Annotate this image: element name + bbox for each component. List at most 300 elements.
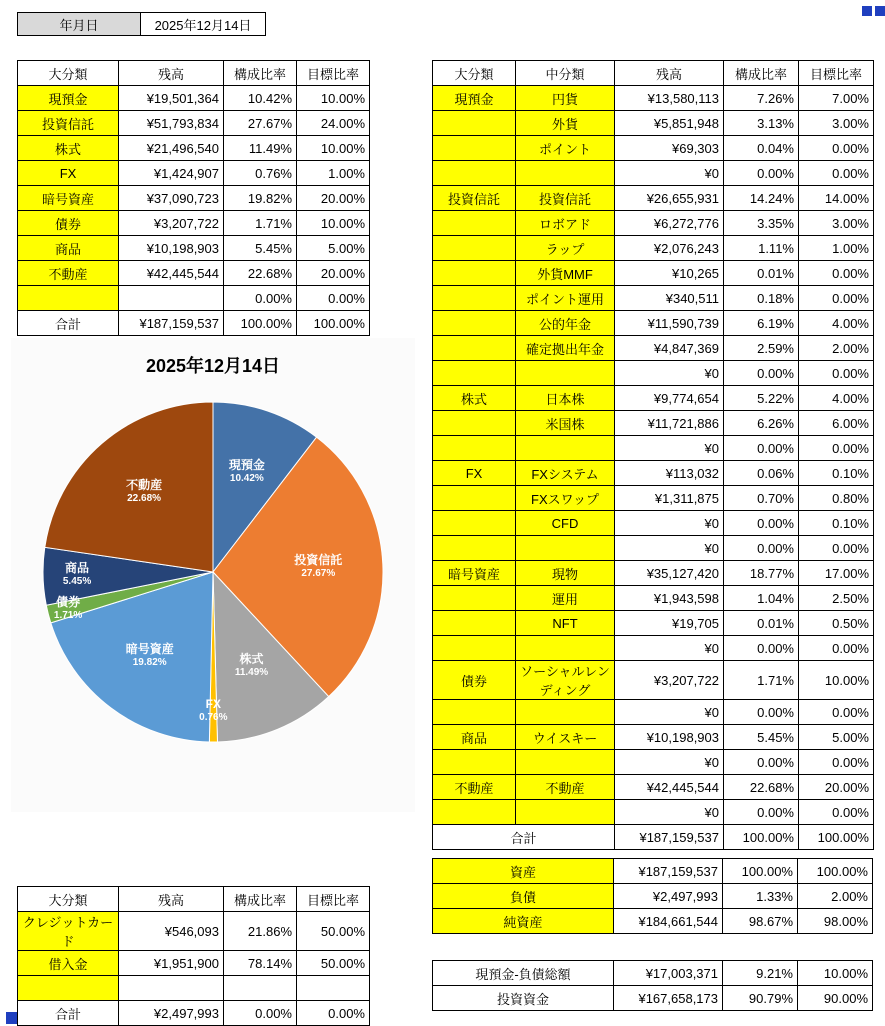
total-ratio: 100.00% bbox=[724, 825, 799, 850]
table-row bbox=[18, 136, 370, 161]
detail-balance: ¥11,590,739 bbox=[615, 311, 724, 336]
category-target: 10.00% bbox=[297, 211, 370, 236]
liability-target: 50.00% bbox=[297, 912, 370, 951]
major-category-name bbox=[433, 700, 516, 725]
liability-ratio bbox=[224, 976, 297, 1001]
pie-slice-name: 投資信託 bbox=[294, 553, 343, 568]
pie-slice-value: 1.71% bbox=[53, 610, 83, 622]
table-row bbox=[433, 486, 874, 511]
detail-target: 5.00% bbox=[799, 725, 874, 750]
blue-marker-top-right-1 bbox=[862, 6, 872, 16]
category-target: 10.00% bbox=[297, 136, 370, 161]
col-header-major: 大分類 bbox=[18, 887, 119, 912]
col-header-ratio: 構成比率 bbox=[224, 61, 297, 86]
category-name: 商品 bbox=[18, 236, 119, 261]
detail-ratio: 1.11% bbox=[724, 236, 799, 261]
detail-balance: ¥5,851,948 bbox=[615, 111, 724, 136]
asset-summary-header bbox=[18, 61, 370, 86]
minor-category-name: 現物 bbox=[516, 561, 615, 586]
minor-category-name: ソーシャルレンディング bbox=[516, 661, 615, 700]
detail-ratio: 0.70% bbox=[724, 486, 799, 511]
total-ratio: 0.00% bbox=[224, 1001, 297, 1026]
category-ratio: 19.82% bbox=[224, 186, 297, 211]
cash-name: 現預金-負債総額 bbox=[433, 961, 614, 986]
detail-target: 3.00% bbox=[799, 211, 874, 236]
table-row bbox=[18, 912, 370, 951]
liability-name: クレジットカード bbox=[18, 912, 119, 951]
pie-chart-title: 2025年12月14日 bbox=[145, 356, 281, 376]
cash-ratio: 90.79% bbox=[723, 986, 798, 1011]
category-target: 20.00% bbox=[297, 186, 370, 211]
asset-pie-chart bbox=[11, 338, 415, 812]
cash-investment-body bbox=[433, 961, 873, 1011]
total-balance: ¥187,159,537 bbox=[119, 311, 224, 336]
major-category-name: 株式 bbox=[433, 386, 516, 411]
detail-ratio: 1.71% bbox=[724, 661, 799, 700]
total-target: 100.00% bbox=[799, 825, 874, 850]
pie-slice-name: 株式 bbox=[239, 652, 264, 667]
detail-balance: ¥10,198,903 bbox=[615, 725, 724, 750]
detail-balance: ¥0 bbox=[615, 536, 724, 561]
detail-target: 0.00% bbox=[799, 136, 874, 161]
table-row bbox=[433, 725, 874, 750]
pie-slice-name: 現預金 bbox=[228, 458, 265, 473]
table-row bbox=[18, 1001, 370, 1026]
liability-ratio: 78.14% bbox=[224, 951, 297, 976]
col-header-target: 目標比率 bbox=[297, 887, 370, 912]
table-row bbox=[433, 436, 874, 461]
detail-ratio: 0.00% bbox=[724, 536, 799, 561]
detail-target: 4.00% bbox=[799, 386, 874, 411]
major-category-name: 現預金 bbox=[433, 86, 516, 111]
pie-slice-value: 27.67% bbox=[301, 568, 336, 580]
detail-target: 20.00% bbox=[799, 775, 874, 800]
total-target: 100.00% bbox=[297, 311, 370, 336]
table-row bbox=[18, 13, 266, 36]
detail-target: 14.00% bbox=[799, 186, 874, 211]
pie-chart-svg bbox=[41, 400, 385, 744]
minor-category-name: 運用 bbox=[516, 586, 615, 611]
detail-target: 0.00% bbox=[799, 800, 874, 825]
detail-balance: ¥9,774,654 bbox=[615, 386, 724, 411]
col-header-ratio: 構成比率 bbox=[224, 887, 297, 912]
table-row bbox=[433, 825, 874, 850]
minor-category-name bbox=[516, 700, 615, 725]
detail-ratio: 0.06% bbox=[724, 461, 799, 486]
detail-balance: ¥0 bbox=[615, 361, 724, 386]
minor-category-name: 日本株 bbox=[516, 386, 615, 411]
category-name: 株式 bbox=[18, 136, 119, 161]
major-category-name bbox=[433, 161, 516, 186]
minor-category-name: ラップ bbox=[516, 236, 615, 261]
table-row bbox=[433, 859, 873, 884]
detail-target: 17.00% bbox=[799, 561, 874, 586]
detail-ratio: 3.13% bbox=[724, 111, 799, 136]
major-category-name bbox=[433, 261, 516, 286]
table-row bbox=[433, 136, 874, 161]
major-category-name bbox=[433, 211, 516, 236]
major-category-name: 投資信託 bbox=[433, 186, 516, 211]
col-header-balance: 残高 bbox=[615, 61, 724, 86]
detail-target: 0.00% bbox=[799, 436, 874, 461]
detail-balance: ¥11,721,886 bbox=[615, 411, 724, 436]
category-target: 5.00% bbox=[297, 236, 370, 261]
major-category-name: 債券 bbox=[433, 661, 516, 700]
detail-balance: ¥0 bbox=[615, 436, 724, 461]
asset-detail-header bbox=[433, 61, 874, 86]
table-row bbox=[18, 976, 370, 1001]
category-target: 10.00% bbox=[297, 86, 370, 111]
category-balance: ¥3,207,722 bbox=[119, 211, 224, 236]
pie-slice-name: 暗号資産 bbox=[125, 642, 174, 657]
col-header-balance: 残高 bbox=[119, 887, 224, 912]
table-row bbox=[18, 186, 370, 211]
detail-target: 0.80% bbox=[799, 486, 874, 511]
liability-ratio: 21.86% bbox=[224, 912, 297, 951]
cash-balance: ¥167,658,173 bbox=[614, 986, 723, 1011]
networth-ratio: 1.33% bbox=[723, 884, 798, 909]
detail-target: 0.00% bbox=[799, 700, 874, 725]
major-category-name bbox=[433, 361, 516, 386]
detail-ratio: 5.45% bbox=[724, 725, 799, 750]
detail-target: 2.00% bbox=[799, 336, 874, 361]
total-ratio: 100.00% bbox=[224, 311, 297, 336]
detail-balance: ¥4,847,369 bbox=[615, 336, 724, 361]
detail-ratio: 0.00% bbox=[724, 800, 799, 825]
table-row bbox=[18, 261, 370, 286]
table-row bbox=[433, 211, 874, 236]
minor-category-name: FXシステム bbox=[516, 461, 615, 486]
category-name bbox=[18, 286, 119, 311]
detail-ratio: 0.00% bbox=[724, 700, 799, 725]
major-category-name bbox=[433, 511, 516, 536]
minor-category-name bbox=[516, 161, 615, 186]
table-row bbox=[433, 800, 874, 825]
category-balance: ¥10,198,903 bbox=[119, 236, 224, 261]
table-row bbox=[433, 361, 874, 386]
asset-summary-footer bbox=[18, 311, 370, 336]
detail-target: 2.50% bbox=[799, 586, 874, 611]
col-header-target: 目標比率 bbox=[799, 61, 874, 86]
detail-balance: ¥2,076,243 bbox=[615, 236, 724, 261]
minor-category-name: ポイント bbox=[516, 136, 615, 161]
liability-target: 50.00% bbox=[297, 951, 370, 976]
table-row bbox=[433, 311, 874, 336]
detail-ratio: 2.59% bbox=[724, 336, 799, 361]
category-name: 現預金 bbox=[18, 86, 119, 111]
detail-target: 10.00% bbox=[799, 661, 874, 700]
category-balance: ¥21,496,540 bbox=[119, 136, 224, 161]
liability-balance: ¥1,951,900 bbox=[119, 951, 224, 976]
table-row bbox=[18, 311, 370, 336]
minor-category-name: 円貨 bbox=[516, 86, 615, 111]
minor-category-name: 外貨 bbox=[516, 111, 615, 136]
major-category-name bbox=[433, 486, 516, 511]
detail-target: 0.00% bbox=[799, 750, 874, 775]
table-row bbox=[433, 186, 874, 211]
table-row bbox=[433, 61, 874, 86]
col-header-minor: 中分類 bbox=[516, 61, 615, 86]
table-row bbox=[433, 111, 874, 136]
detail-ratio: 0.18% bbox=[724, 286, 799, 311]
networth-name: 資産 bbox=[433, 859, 614, 884]
total-balance: ¥2,497,993 bbox=[119, 1001, 224, 1026]
liability-header bbox=[18, 887, 370, 912]
detail-ratio: 14.24% bbox=[724, 186, 799, 211]
minor-category-name: ロボアド bbox=[516, 211, 615, 236]
pie-slice-value: 10.42% bbox=[229, 473, 264, 485]
major-category-name bbox=[433, 311, 516, 336]
pie-slice-name: 不動産 bbox=[126, 478, 163, 493]
date-strip bbox=[17, 12, 266, 36]
detail-ratio: 0.00% bbox=[724, 161, 799, 186]
table-row bbox=[433, 775, 874, 800]
category-ratio: 10.42% bbox=[224, 86, 297, 111]
minor-category-name: 確定拠出年金 bbox=[516, 336, 615, 361]
cash-target: 10.00% bbox=[798, 961, 873, 986]
category-ratio: 0.76% bbox=[224, 161, 297, 186]
pie-slice-name: FX bbox=[205, 697, 222, 712]
cash-investment-table bbox=[432, 960, 873, 1011]
major-category-name bbox=[433, 336, 516, 361]
major-category-name: 商品 bbox=[433, 725, 516, 750]
detail-ratio: 0.01% bbox=[724, 261, 799, 286]
table-row bbox=[18, 211, 370, 236]
liability-balance bbox=[119, 976, 224, 1001]
detail-ratio: 6.19% bbox=[724, 311, 799, 336]
detail-balance: ¥13,580,113 bbox=[615, 86, 724, 111]
table-row bbox=[433, 86, 874, 111]
networth-name: 負債 bbox=[433, 884, 614, 909]
networth-target: 98.00% bbox=[798, 909, 873, 934]
detail-balance: ¥0 bbox=[615, 700, 724, 725]
asset-detail-table bbox=[432, 60, 874, 850]
table-row bbox=[433, 336, 874, 361]
major-category-name bbox=[433, 236, 516, 261]
networth-name: 純資産 bbox=[433, 909, 614, 934]
detail-ratio: 18.77% bbox=[724, 561, 799, 586]
date-value[interactable]: 2025年12月14日 bbox=[141, 13, 266, 36]
minor-category-name: ウイスキー bbox=[516, 725, 615, 750]
detail-target: 0.00% bbox=[799, 361, 874, 386]
category-balance bbox=[119, 286, 224, 311]
category-ratio: 0.00% bbox=[224, 286, 297, 311]
category-target: 24.00% bbox=[297, 111, 370, 136]
major-category-name bbox=[433, 611, 516, 636]
total-target: 0.00% bbox=[297, 1001, 370, 1026]
asset-summary-table bbox=[17, 60, 370, 336]
detail-target: 7.00% bbox=[799, 86, 874, 111]
detail-balance: ¥26,655,931 bbox=[615, 186, 724, 211]
table-row bbox=[433, 536, 874, 561]
asset-detail-footer bbox=[433, 825, 874, 850]
col-header-target: 目標比率 bbox=[297, 61, 370, 86]
detail-balance: ¥0 bbox=[615, 750, 724, 775]
major-category-name bbox=[433, 800, 516, 825]
total-balance: ¥187,159,537 bbox=[615, 825, 724, 850]
detail-ratio: 0.00% bbox=[724, 511, 799, 536]
minor-category-name: NFT bbox=[516, 611, 615, 636]
detail-balance: ¥1,943,598 bbox=[615, 586, 724, 611]
detail-balance: ¥340,511 bbox=[615, 286, 724, 311]
detail-balance: ¥0 bbox=[615, 800, 724, 825]
total-label: 合計 bbox=[18, 1001, 119, 1026]
table-row bbox=[18, 61, 370, 86]
category-target: 0.00% bbox=[297, 286, 370, 311]
networth-ratio: 98.67% bbox=[723, 909, 798, 934]
major-category-name bbox=[433, 636, 516, 661]
major-category-name bbox=[433, 536, 516, 561]
liability-table bbox=[17, 886, 370, 1026]
detail-ratio: 22.68% bbox=[724, 775, 799, 800]
category-balance: ¥1,424,907 bbox=[119, 161, 224, 186]
major-category-name: 不動産 bbox=[433, 775, 516, 800]
detail-balance: ¥0 bbox=[615, 511, 724, 536]
table-row bbox=[18, 286, 370, 311]
detail-target: 4.00% bbox=[799, 311, 874, 336]
category-name: 投資信託 bbox=[18, 111, 119, 136]
liability-body bbox=[18, 912, 370, 1001]
total-label: 合計 bbox=[433, 825, 615, 850]
pie-slice-value: 11.49% bbox=[234, 667, 269, 679]
detail-target: 0.00% bbox=[799, 261, 874, 286]
detail-balance: ¥1,311,875 bbox=[615, 486, 724, 511]
networth-balance: ¥184,661,544 bbox=[614, 909, 723, 934]
detail-target: 0.00% bbox=[799, 536, 874, 561]
minor-category-name: 不動産 bbox=[516, 775, 615, 800]
category-ratio: 1.71% bbox=[224, 211, 297, 236]
cash-target: 90.00% bbox=[798, 986, 873, 1011]
category-balance: ¥42,445,544 bbox=[119, 261, 224, 286]
detail-balance: ¥69,303 bbox=[615, 136, 724, 161]
table-row bbox=[433, 236, 874, 261]
minor-category-name: ポイント運用 bbox=[516, 286, 615, 311]
detail-target: 0.50% bbox=[799, 611, 874, 636]
table-row bbox=[18, 161, 370, 186]
table-row bbox=[433, 411, 874, 436]
col-header-major: 大分類 bbox=[433, 61, 516, 86]
networth-body bbox=[433, 859, 873, 934]
detail-ratio: 1.04% bbox=[724, 586, 799, 611]
liability-name bbox=[18, 976, 119, 1001]
category-balance: ¥19,501,364 bbox=[119, 86, 224, 111]
detail-ratio: 7.26% bbox=[724, 86, 799, 111]
major-category-name bbox=[433, 136, 516, 161]
table-row bbox=[433, 261, 874, 286]
major-category-name bbox=[433, 111, 516, 136]
major-category-name bbox=[433, 411, 516, 436]
detail-balance: ¥10,265 bbox=[615, 261, 724, 286]
table-row bbox=[433, 461, 874, 486]
col-header-balance: 残高 bbox=[119, 61, 224, 86]
category-ratio: 22.68% bbox=[224, 261, 297, 286]
major-category-name bbox=[433, 286, 516, 311]
pie-slice-value: 5.45% bbox=[62, 576, 92, 588]
table-row bbox=[433, 386, 874, 411]
minor-category-name: CFD bbox=[516, 511, 615, 536]
table-row bbox=[18, 236, 370, 261]
table-row bbox=[433, 909, 873, 934]
minor-category-name bbox=[516, 436, 615, 461]
table-row bbox=[433, 161, 874, 186]
minor-category-name bbox=[516, 800, 615, 825]
category-balance: ¥51,793,834 bbox=[119, 111, 224, 136]
category-target: 20.00% bbox=[297, 261, 370, 286]
detail-target: 6.00% bbox=[799, 411, 874, 436]
minor-category-name bbox=[516, 361, 615, 386]
table-row bbox=[433, 661, 874, 700]
minor-category-name bbox=[516, 750, 615, 775]
detail-balance: ¥6,272,776 bbox=[615, 211, 724, 236]
networth-balance: ¥187,159,537 bbox=[614, 859, 723, 884]
category-name: FX bbox=[18, 161, 119, 186]
detail-target: 0.10% bbox=[799, 461, 874, 486]
liability-balance: ¥546,093 bbox=[119, 912, 224, 951]
detail-ratio: 3.35% bbox=[724, 211, 799, 236]
detail-ratio: 0.00% bbox=[724, 636, 799, 661]
category-ratio: 27.67% bbox=[224, 111, 297, 136]
major-category-name: FX bbox=[433, 461, 516, 486]
category-name: 暗号資産 bbox=[18, 186, 119, 211]
detail-ratio: 0.00% bbox=[724, 361, 799, 386]
detail-target: 3.00% bbox=[799, 111, 874, 136]
detail-balance: ¥19,705 bbox=[615, 611, 724, 636]
pie-slice bbox=[45, 402, 213, 572]
table-row bbox=[433, 961, 873, 986]
table-row bbox=[433, 750, 874, 775]
pie-chart-area bbox=[41, 400, 385, 744]
date-label: 年月日 bbox=[18, 13, 141, 36]
total-label: 合計 bbox=[18, 311, 119, 336]
networth-ratio: 100.00% bbox=[723, 859, 798, 884]
pie-slice-value: 19.82% bbox=[132, 657, 167, 669]
detail-ratio: 5.22% bbox=[724, 386, 799, 411]
table-row bbox=[433, 561, 874, 586]
table-row bbox=[433, 700, 874, 725]
liability-name: 借入金 bbox=[18, 951, 119, 976]
detail-target: 0.10% bbox=[799, 511, 874, 536]
cash-ratio: 9.21% bbox=[723, 961, 798, 986]
detail-ratio: 0.04% bbox=[724, 136, 799, 161]
liability-target bbox=[297, 976, 370, 1001]
col-header-ratio: 構成比率 bbox=[724, 61, 799, 86]
table-row bbox=[433, 286, 874, 311]
table-row bbox=[433, 511, 874, 536]
pie-slice-value: 0.76% bbox=[199, 712, 228, 724]
networth-table bbox=[432, 858, 873, 934]
detail-balance: ¥0 bbox=[615, 161, 724, 186]
major-category-name bbox=[433, 586, 516, 611]
major-category-name: 暗号資産 bbox=[433, 561, 516, 586]
minor-category-name: 公的年金 bbox=[516, 311, 615, 336]
detail-balance: ¥0 bbox=[615, 636, 724, 661]
detail-target: 0.00% bbox=[799, 636, 874, 661]
major-category-name bbox=[433, 750, 516, 775]
detail-ratio: 0.00% bbox=[724, 436, 799, 461]
cash-name: 投資資金 bbox=[433, 986, 614, 1011]
table-row bbox=[433, 586, 874, 611]
category-ratio: 11.49% bbox=[224, 136, 297, 161]
category-balance: ¥37,090,723 bbox=[119, 186, 224, 211]
category-name: 不動産 bbox=[18, 261, 119, 286]
minor-category-name: 投資信託 bbox=[516, 186, 615, 211]
pie-slice-value: 22.68% bbox=[127, 493, 162, 505]
blue-marker-top-right-2 bbox=[875, 6, 885, 16]
table-row bbox=[433, 611, 874, 636]
category-ratio: 5.45% bbox=[224, 236, 297, 261]
detail-ratio: 0.01% bbox=[724, 611, 799, 636]
pie-slice-name: 商品 bbox=[65, 561, 90, 576]
